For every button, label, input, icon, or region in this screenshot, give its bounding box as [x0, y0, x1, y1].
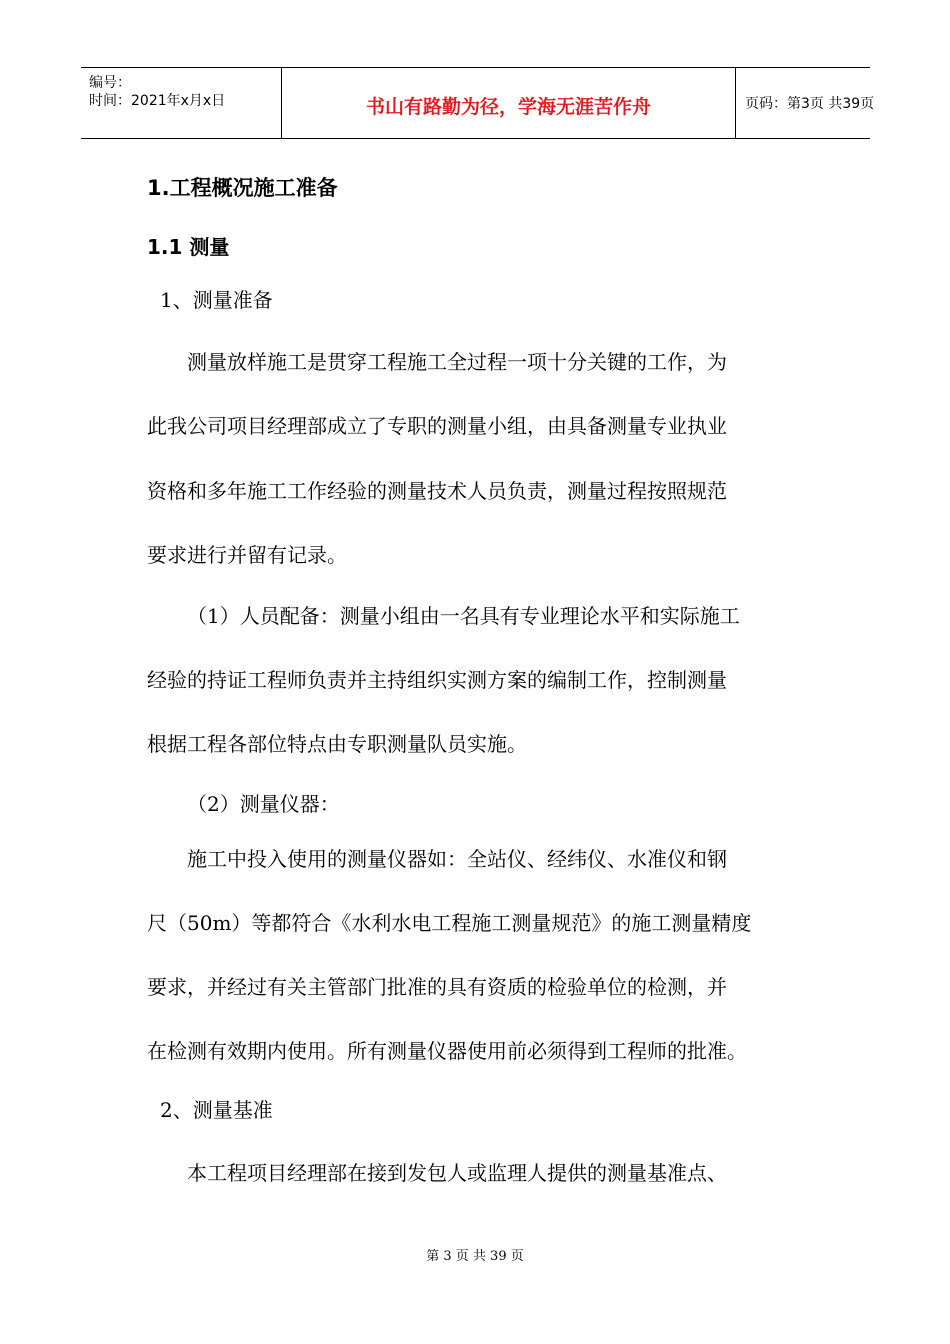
subsection-title: 1.1 测量 — [147, 235, 230, 259]
paragraph-line: 经验的持证工程师负责并主持组织实测方案的编制工作，控制测量 — [147, 668, 727, 692]
page-info: 页码：第3页 共39页 — [745, 96, 875, 112]
paragraph-heading: 2、测量基准 — [160, 1098, 273, 1122]
paragraph-line: 施工中投入使用的测量仪器如：全站仪、经纬仪、水准仪和钢 — [187, 847, 727, 871]
paragraph-heading: 1、测量准备 — [160, 288, 273, 312]
header-page-cell — [735, 68, 875, 138]
document-header — [81, 67, 875, 139]
paragraph-line: 测量放样施工是贯穿工程施工全过程一项十分关键的工作，为 — [187, 350, 727, 374]
paragraph-line: 要求，并经过有关主管部门批准的具有资质的检验单位的检测，并 — [147, 975, 727, 999]
paragraph-line: 本工程项目经理部在接到发包人或监理人提供的测量基准点、 — [187, 1161, 727, 1185]
header-meta-cell — [81, 68, 281, 138]
paragraph-line: 要求进行并留有记录。 — [147, 543, 347, 567]
motto: 书山有路勤为径，学海无涯苦作舟 — [365, 96, 651, 118]
paragraph-heading: （2）测量仪器： — [187, 792, 340, 816]
section-title: 1.工程概况施工准备 — [147, 176, 338, 200]
paragraph-line: 此我公司项目经理部成立了专职的测量小组，由具备测量专业执业 — [147, 414, 727, 438]
header-motto-cell — [281, 68, 736, 138]
paragraph-line: 根据工程各部位特点由专职测量队员实施。 — [147, 732, 527, 756]
time-label: 时间：2021年x月x日 — [89, 93, 226, 109]
page-footer: 第 3 页 共 39 页 — [426, 1249, 524, 1264]
paragraph-line: 在检测有效期内使用。所有测量仪器使用前必须得到工程师的批准。 — [147, 1039, 747, 1063]
paragraph-line: （1）人员配备：测量小组由一名具有专业理论水平和实际施工 — [187, 604, 740, 628]
serial-label: 编号： — [89, 75, 131, 91]
paragraph-line: 尺（50m）等都符合《水利水电工程施工测量规范》的施工测量精度 — [147, 911, 752, 935]
paragraph-line: 资格和多年施工工作经验的测量技术人员负责，测量过程按照规范 — [147, 479, 727, 503]
